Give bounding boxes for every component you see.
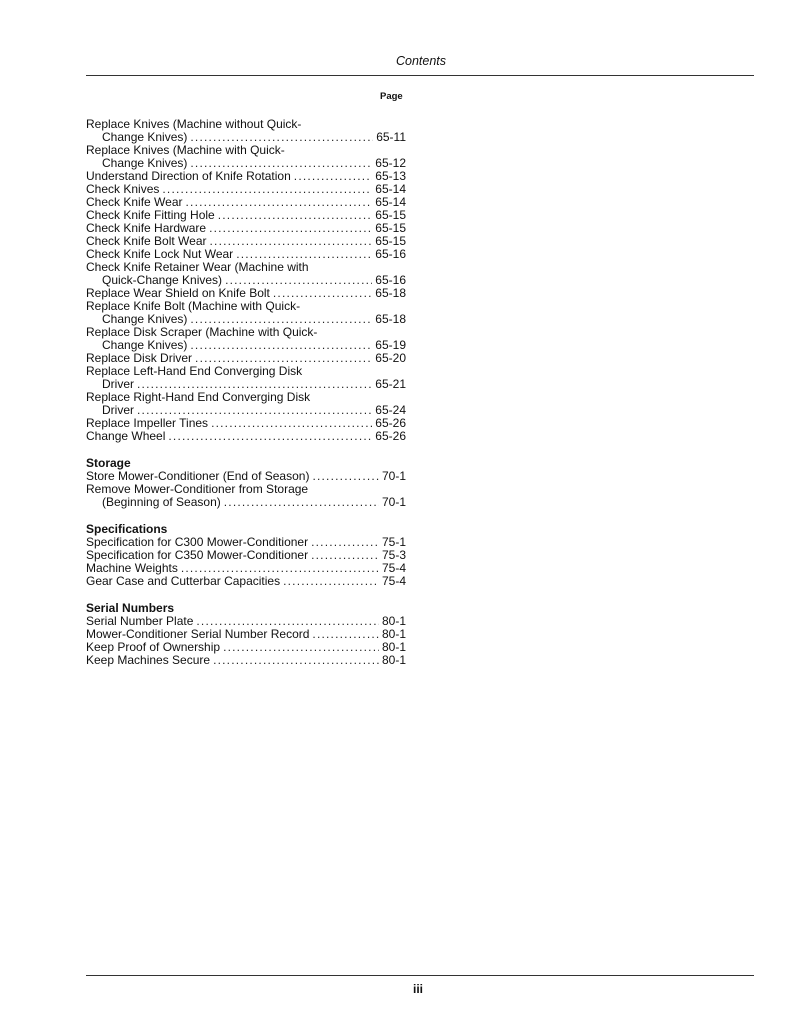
toc-entry-line bbox=[86, 654, 406, 667]
toc-entry-title: Check Knife Fitting Hole bbox=[86, 208, 215, 222]
toc-entry-title: Remove Mower-Conditioner from Storage bbox=[86, 482, 309, 496]
toc-section bbox=[86, 602, 406, 667]
toc-page-number: 65-24 bbox=[375, 403, 406, 417]
section-heading: Serial Numbers bbox=[86, 601, 175, 615]
toc-page-number: 80-1 bbox=[381, 640, 406, 654]
toc-entry-title: Keep Machines Secure bbox=[86, 653, 211, 667]
toc-section bbox=[86, 118, 406, 443]
toc-page-number: 65-14 bbox=[375, 182, 406, 196]
toc-page-number: 80-1 bbox=[381, 627, 406, 641]
toc-page-number: 80-1 bbox=[381, 614, 406, 628]
toc-page-number: 65-26 bbox=[375, 416, 406, 430]
toc-entry[interactable] bbox=[86, 326, 406, 352]
toc-entry[interactable] bbox=[86, 261, 406, 287]
toc-entry-line bbox=[86, 365, 406, 378]
table-of-contents bbox=[86, 118, 406, 667]
toc-entry-title: Change Knives) bbox=[102, 312, 188, 326]
toc-entry-title: Check Knife Wear bbox=[86, 195, 183, 209]
toc-entry-line bbox=[86, 496, 406, 509]
page-column-label: Page bbox=[380, 91, 403, 102]
toc-page-number: 65-21 bbox=[375, 377, 406, 391]
toc-entry-title: Replace Knives (Machine with Quick- bbox=[86, 143, 285, 157]
toc-entry-title: Specification for C300 Mower-Conditioner bbox=[86, 535, 309, 549]
footer-rule bbox=[86, 975, 754, 976]
toc-entry-title: Driver bbox=[102, 377, 134, 391]
toc-page-number: 70-1 bbox=[381, 495, 406, 509]
toc-entry-title: Check Knife Retainer Wear (Machine with bbox=[86, 260, 309, 274]
dot-leader bbox=[311, 549, 379, 562]
toc-entry-title: Change Knives) bbox=[102, 156, 188, 170]
toc-page-number: 65-14 bbox=[375, 195, 406, 209]
toc-page-number: 65-26 bbox=[375, 429, 406, 443]
dot-leader bbox=[168, 430, 372, 443]
toc-page-number: 80-1 bbox=[381, 653, 406, 667]
toc-entry-title: Replace Wear Shield on Knife Bolt bbox=[86, 286, 270, 300]
toc-entry[interactable] bbox=[86, 575, 406, 588]
toc-entry-title: Understand Direction of Knife Rotation bbox=[86, 169, 291, 183]
toc-entry-title: Check Knife Hardware bbox=[86, 221, 207, 235]
toc-entry-title: Check Knife Bolt Wear bbox=[86, 234, 207, 248]
toc-entry[interactable] bbox=[86, 300, 406, 326]
dot-leader bbox=[190, 339, 372, 352]
dot-leader bbox=[283, 575, 379, 588]
toc-entry[interactable] bbox=[86, 430, 406, 443]
header-rule bbox=[86, 75, 754, 76]
toc-page-number: 65-13 bbox=[375, 169, 406, 183]
toc-page-number: 65-18 bbox=[375, 286, 406, 300]
page-header-title: Contents bbox=[395, 54, 446, 68]
toc-page-number: 65-18 bbox=[375, 312, 406, 326]
toc-entry-line bbox=[86, 391, 406, 404]
toc-section bbox=[86, 523, 406, 588]
toc-entry-title: (Beginning of Season) bbox=[102, 495, 221, 509]
section-heading: Specifications bbox=[86, 522, 168, 536]
dot-leader bbox=[312, 628, 379, 641]
toc-page-number: 65-20 bbox=[375, 351, 406, 365]
dot-leader bbox=[213, 654, 379, 667]
toc-entry-line bbox=[86, 430, 406, 443]
toc-entry-title: Replace Knife Bolt (Machine with Quick- bbox=[86, 299, 301, 313]
toc-entry[interactable] bbox=[86, 144, 406, 170]
dot-leader bbox=[218, 209, 373, 222]
dot-leader bbox=[210, 235, 373, 248]
dot-leader bbox=[312, 470, 379, 483]
toc-entry[interactable] bbox=[86, 118, 406, 144]
toc-entry-line bbox=[86, 575, 406, 588]
toc-entry-title: Machine Weights bbox=[86, 561, 178, 575]
toc-entry[interactable] bbox=[86, 654, 406, 667]
toc-entry-title: Serial Number Plate bbox=[86, 614, 194, 628]
dot-leader bbox=[224, 496, 379, 509]
toc-entry[interactable] bbox=[86, 365, 406, 391]
toc-entry-title: Check Knife Lock Nut Wear bbox=[86, 247, 234, 261]
toc-page-number: 65-19 bbox=[375, 338, 406, 352]
dot-leader bbox=[162, 183, 372, 196]
toc-page-number: 65-16 bbox=[375, 273, 406, 287]
toc-entry-title: Replace Disk Driver bbox=[86, 351, 193, 365]
toc-page-number: 65-16 bbox=[375, 247, 406, 261]
toc-page-number: 75-3 bbox=[381, 548, 406, 562]
toc-page-number: 65-15 bbox=[375, 208, 406, 222]
toc-page-number: 65-11 bbox=[376, 130, 406, 144]
toc-entry-title: Gear Case and Cutterbar Capacities bbox=[86, 574, 281, 588]
toc-entry-title: Driver bbox=[102, 403, 134, 417]
toc-page-number: 65-15 bbox=[375, 234, 406, 248]
toc-entry-title: Replace Right-Hand End Converging Disk bbox=[86, 390, 311, 404]
toc-entry-title: Change Knives) bbox=[102, 338, 188, 352]
toc-entry-title: Replace Left-Hand End Converging Disk bbox=[86, 364, 303, 378]
toc-entry[interactable] bbox=[86, 483, 406, 509]
dot-leader bbox=[311, 536, 379, 549]
toc-entry-title: Replace Disk Scraper (Machine with Quick- bbox=[86, 325, 318, 339]
dot-leader bbox=[209, 222, 372, 235]
toc-entry[interactable] bbox=[86, 391, 406, 417]
toc-page-number: 75-4 bbox=[381, 561, 406, 575]
toc-page-number: 75-4 bbox=[381, 574, 406, 588]
toc-page-number: 70-1 bbox=[381, 469, 406, 483]
dot-leader bbox=[223, 641, 379, 654]
toc-section bbox=[86, 457, 406, 509]
dot-leader bbox=[294, 170, 373, 183]
dot-leader bbox=[211, 417, 372, 430]
toc-entry-title: Quick-Change Knives) bbox=[102, 273, 223, 287]
toc-entry-title: Change Knives) bbox=[102, 130, 188, 144]
toc-entry-title: Specification for C350 Mower-Conditioner bbox=[86, 548, 309, 562]
toc-entry-title: Change Wheel bbox=[86, 429, 166, 443]
toc-entry-title: Check Knives bbox=[86, 182, 160, 196]
toc-entry-title: Mower-Conditioner Serial Number Record bbox=[86, 627, 310, 641]
toc-entry-title: Replace Knives (Machine without Quick- bbox=[86, 117, 302, 131]
toc-page-number: 65-12 bbox=[375, 156, 406, 170]
toc-page-number: 65-15 bbox=[375, 221, 406, 235]
toc-entry-title: Keep Proof of Ownership bbox=[86, 640, 221, 654]
section-heading: Storage bbox=[86, 456, 131, 470]
toc-page-number: 75-1 bbox=[381, 535, 406, 549]
footer-page-number: iii bbox=[413, 982, 424, 996]
toc-entry-title: Store Mower-Conditioner (End of Season) bbox=[86, 469, 310, 483]
toc-entry-title: Replace Impeller Tines bbox=[86, 416, 209, 430]
